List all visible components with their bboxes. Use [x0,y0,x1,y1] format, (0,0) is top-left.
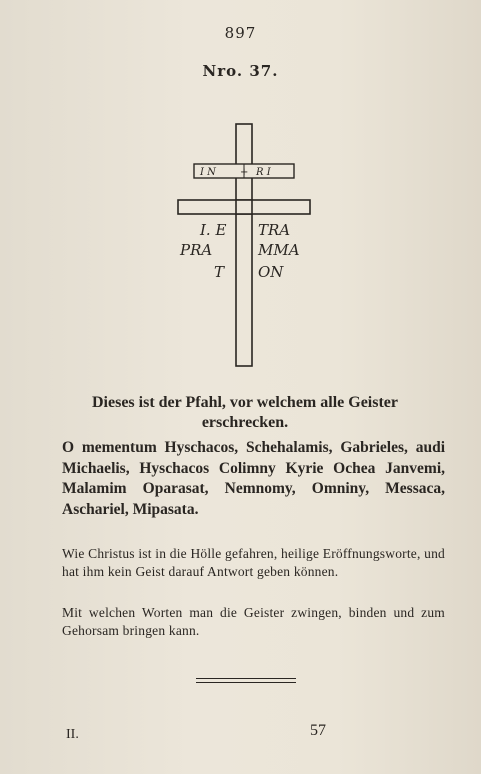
cross-left-line-3: T [214,263,225,281]
titulus-right: R I [256,167,271,178]
german-paragraph-2: Mit welchen Worten man die Geister zwingen, binden und zum Gehorsam bringen kann. [62,605,445,638]
cross-right-line-3: ON [258,263,284,281]
german-paragraph-1: Wie Christus ist in die Hölle gefahren, heilige Eröffnungsworte, und hat ihm kein Geist darauf Antwort geben können. [62,546,445,579]
cross-right-line-1: TRA [258,221,291,239]
signature-mark: II. [66,727,79,742]
cross-left-line-1: I. E [200,221,227,239]
cross-right-line-2: MMA [258,241,300,259]
cross-illustration [170,120,320,370]
section-divider-top [196,678,296,679]
page-number: 897 [224,24,257,42]
cross-left-line-2: PRA [180,241,213,259]
titulus-separator: + [240,167,249,178]
latin-incantation: O mementum Hyschacos, Schehalamis, Gabrieles, audi Michaelis, Hyschacos Colimny Kyrie Ochea Janvemi, Malamim Oparasat, Nemnomy, Omniny, Messaca, Aschariel, Mipasata. [62,439,445,518]
entry-heading: Nro. 37. [202,62,279,80]
section-divider-bottom [196,682,296,683]
titulus-left: I N [200,167,216,178]
folio-number: 57 [310,722,326,739]
cross-caption: Dieses ist der Pfahl, vor welchem alle Geister erschrecken. [92,394,398,431]
